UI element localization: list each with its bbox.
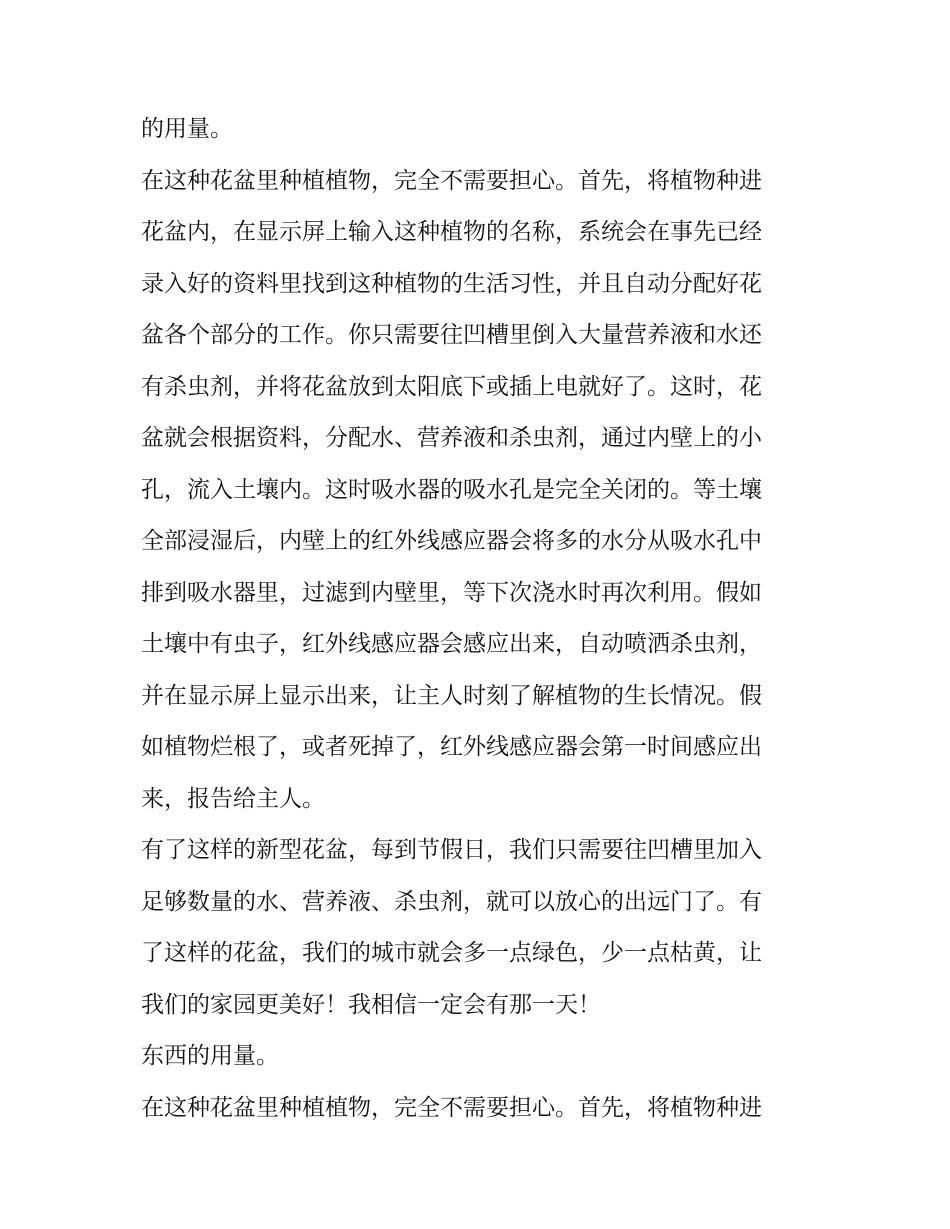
text-line: 排到吸水器里，过滤到内壁里，等下次浇水时再次利用。假如 xyxy=(141,579,762,606)
text-line: 录入好的资料里找到这种植物的生活习性，并且自动分配好花 xyxy=(141,270,762,297)
text-line: 孔，流入土壤内。这时吸水器的吸水孔是完全关闭的。等土壤 xyxy=(141,476,762,503)
text-line: 盆各个部分的工作。你只需要往凹槽里倒入大量营养液和水还 xyxy=(141,322,762,348)
text-line: 有了这样的新型花盆，每到节假日，我们只需要往凹槽里加入 xyxy=(141,837,762,863)
text-line: 东西的用量。 xyxy=(141,1043,279,1069)
text-line: 如植物烂根了，或者死掉了，红外线感应器会第一时间感应出 xyxy=(141,734,762,760)
text-line: 的用量。 xyxy=(141,116,233,142)
text-line: 足够数量的水、营养液、杀虫剂，就可以放心的出远门了。有 xyxy=(141,888,762,915)
text-line: 我们的家园更美好！我相信一定会有那一天！ xyxy=(141,991,601,1018)
text-line: 来，报告给主人。 xyxy=(141,785,325,812)
text-line: 全部浸湿后，内壁上的红外线感应器会将多的水分从吸水孔中 xyxy=(141,528,762,554)
text-line: 在这种花盆里种植植物，完全不需要担心。首先，将植物种进 xyxy=(141,1094,762,1121)
text-line: 花盆内，在显示屏上输入这种植物的名称，系统会在事先已经 xyxy=(141,219,762,245)
text-line: 在这种花盆里种植植物，完全不需要担心。首先，将植物种进 xyxy=(141,167,762,194)
text-line: 有杀虫剂，并将花盆放到太阳底下或插上电就好了。这时，花 xyxy=(141,373,762,400)
text-line: 了这样的花盆，我们的城市就会多一点绿色，少一点枯黄，让 xyxy=(141,940,762,966)
text-line: 土壤中有虫子，红外线感应器会感应出来，自动喷洒杀虫剂， xyxy=(141,631,762,657)
text-line: 盆就会根据资料，分配水、营养液和杀虫剂，通过内壁上的小 xyxy=(141,425,762,451)
document-text xyxy=(141,104,821,1134)
text-line: 并在显示屏上显示出来，让主人时刻了解植物的生长情况。假 xyxy=(141,682,762,709)
